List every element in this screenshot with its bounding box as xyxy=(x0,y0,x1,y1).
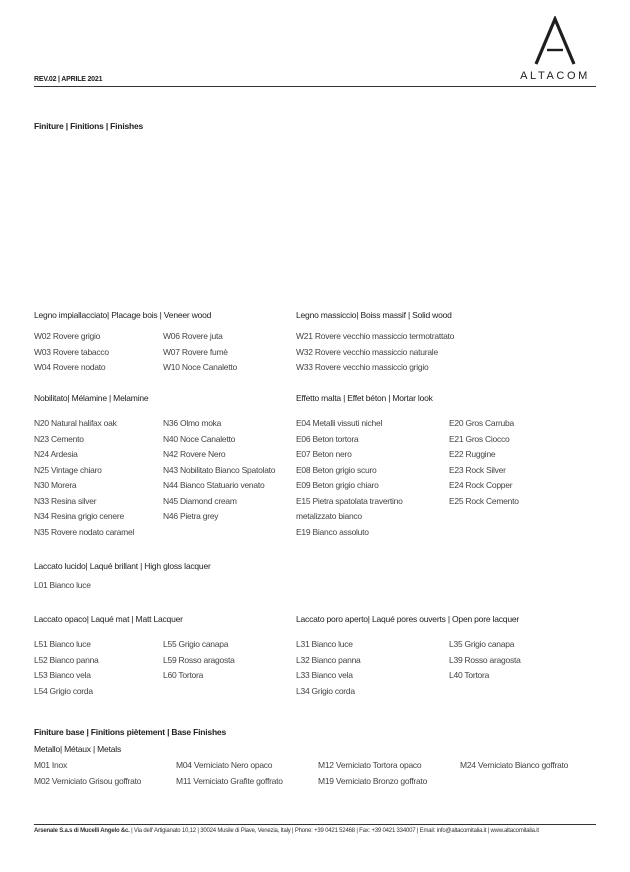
list-item: L40 Tortora xyxy=(449,670,490,680)
list-item: L33 Bianco vela xyxy=(296,670,353,680)
altacom-logo-mark-icon xyxy=(532,16,578,66)
mortar-list-col1 xyxy=(296,416,403,540)
list-item: N44 Bianco Statuario venato xyxy=(163,480,265,490)
list-item: W21 Rovere vecchio massiccio termotrattato xyxy=(296,331,455,341)
list-item: N40 Noce Canaletto xyxy=(163,433,236,444)
footer-company: Arsenale S.a.s di Mucelli Angelo &c. xyxy=(34,828,130,834)
list-item: N43 Nobilitato Bianco Spatolato xyxy=(163,464,276,475)
list-item: E24 Rock Copper xyxy=(449,480,513,490)
list-item: L39 Rosso aragosta xyxy=(449,654,521,665)
section-heading-mortar: Effetto malta | Effet béton | Mortar look xyxy=(296,393,433,403)
list-item: N23 Cemento xyxy=(34,433,84,444)
list-item: N30 Morera xyxy=(34,480,77,490)
section-heading-base: Finiture base | Finitions piètement | Base Finishes xyxy=(34,727,226,737)
mortar-list-col2 xyxy=(449,416,519,509)
list-item: M12 Verniciato Tortora opaco xyxy=(318,760,422,770)
list-item: L51 Bianco luce xyxy=(34,639,91,649)
list-item: N34 Resina grigio cenere xyxy=(34,511,124,521)
list-item: metalizzato bianco xyxy=(296,511,362,521)
list-item: E23 Rock Silver xyxy=(449,464,506,475)
list-item: W32 Rovere vecchio massiccio naturale xyxy=(296,346,438,357)
section-heading-gloss: Laccato lucido| Laqué brillant | High gloss lacquer xyxy=(34,561,211,571)
openpore-list-col2 xyxy=(449,637,521,684)
list-item: E06 Beton tortora xyxy=(296,433,359,444)
veneer-list-col2 xyxy=(163,329,237,376)
list-item: W10 Noce Canaletto xyxy=(163,362,237,372)
list-item: L54 Grigio corda xyxy=(34,685,93,696)
list-item: E19 Bianco assoluto xyxy=(296,526,369,537)
section-heading-matt: Laccato opaco| Laqué mat | Matt Lacquer xyxy=(34,614,183,624)
list-item: L34 Grigio corda xyxy=(296,685,355,696)
page-title: Finiture | Finitions | Finishes xyxy=(34,121,144,131)
matt-list-col1 xyxy=(34,637,99,699)
list-item: M24 Verniciato Bianco goffrato xyxy=(460,760,569,770)
list-item: E09 Beton grigio chiaro xyxy=(296,480,379,490)
list-item: E21 Gros Ciocco xyxy=(449,433,510,444)
list-item: N24 Ardesia xyxy=(34,449,78,459)
list-item: W03 Rovere tabacco xyxy=(34,346,109,357)
list-item: L59 Rosso aragosta xyxy=(163,654,235,665)
list-item: E07 Beton nero xyxy=(296,449,352,459)
list-item: N42 Rovere Nero xyxy=(163,449,226,459)
list-item: E25 Rock Cemento xyxy=(449,495,519,506)
list-item: E20 Gros Carruba xyxy=(449,418,514,428)
footer-contact-details: | Via dell' Artigianato 10,12 | 30024 Musile di Piave, Venezia, Italy | Phone: +39 0421 52468 | Fax: +39 0421 334007 | Email: info@altacomitalia.it | www.altacomitalia.it xyxy=(129,828,539,834)
list-item: N36 Olmo moka xyxy=(163,418,222,428)
list-item: M11 Verniciato Grafite goffrato xyxy=(176,775,283,786)
openpore-list-col1 xyxy=(296,637,361,699)
list-item: E04 Metalli vissuti nichel xyxy=(296,418,383,428)
list-item: M02 Verniciato Grisou goffrato xyxy=(34,775,142,786)
altacom-logo xyxy=(510,16,600,86)
list-item: M19 Verniciato Bronzo goffrato xyxy=(318,775,428,786)
footer-divider xyxy=(34,824,596,825)
section-heading-veneer: Legno impiallacciato| Placage bois | Veneer wood xyxy=(34,310,212,320)
list-item: M04 Verniciato Nero opaco xyxy=(176,760,273,770)
list-item: L35 Grigio canapa xyxy=(449,639,515,649)
brand-name: ALTACOM xyxy=(520,70,590,82)
base-list-col4 xyxy=(460,758,568,774)
melamine-list-col2 xyxy=(163,416,275,525)
melamine-list-col1 xyxy=(34,416,134,540)
solid-list-col1 xyxy=(296,329,454,376)
revision-label: REV.02 | APRILE 2021 xyxy=(34,76,103,83)
section-subheading-metals: Metallo| Métaux | Metals xyxy=(34,744,122,754)
gloss-list-col1 xyxy=(34,578,91,594)
base-list-col3 xyxy=(318,758,427,789)
list-item: N25 Vintage chiaro xyxy=(34,464,102,475)
list-item: L55 Grigio canapa xyxy=(163,639,229,649)
list-item: N20 Natural halifax oak xyxy=(34,418,117,428)
list-item: W02 Rovere grigio xyxy=(34,331,101,341)
list-item: L53 Bianco vela xyxy=(34,670,91,680)
list-item: N33 Resina silver xyxy=(34,495,97,506)
base-list-col2 xyxy=(176,758,283,789)
list-item: W33 Rovere vecchio massiccio grigio xyxy=(296,362,429,372)
section-heading-solid: Legno massiccio| Boiss massif | Solid wood xyxy=(296,310,452,320)
list-item: E08 Beton grigio scuro xyxy=(296,464,377,475)
list-item: L60 Tortora xyxy=(163,670,204,680)
section-heading-openpore: Laccato poro aperto| Laqué pores ouverts | Open pore lacquer xyxy=(296,614,520,624)
veneer-list-col1 xyxy=(34,329,109,376)
list-item: L52 Bianco panna xyxy=(34,654,99,665)
list-item: W06 Rovere juta xyxy=(163,331,223,341)
list-item: E15 Pietra spatolata travertino xyxy=(296,495,403,506)
list-item: M01 Inox xyxy=(34,760,67,770)
matt-list-col2 xyxy=(163,637,235,684)
footer xyxy=(34,828,539,834)
base-list-col1 xyxy=(34,758,141,789)
list-item: W07 Rovere fumè xyxy=(163,346,228,357)
list-item: L32 Bianco panna xyxy=(296,654,361,665)
list-item: L01 Bianco luce xyxy=(34,580,91,590)
list-item: E22 Ruggine xyxy=(449,449,496,459)
list-item: N35 Rovere nodato caramel xyxy=(34,526,135,537)
list-item: L31 Bianco luce xyxy=(296,639,353,649)
list-item: N45 Diamond cream xyxy=(163,495,237,506)
list-item: W04 Rovere nodato xyxy=(34,362,106,372)
section-heading-melamine: Nobilitato| Mélamine | Melamine xyxy=(34,393,149,403)
list-item: N46 Pietra grey xyxy=(163,511,219,521)
header-divider xyxy=(34,86,596,87)
